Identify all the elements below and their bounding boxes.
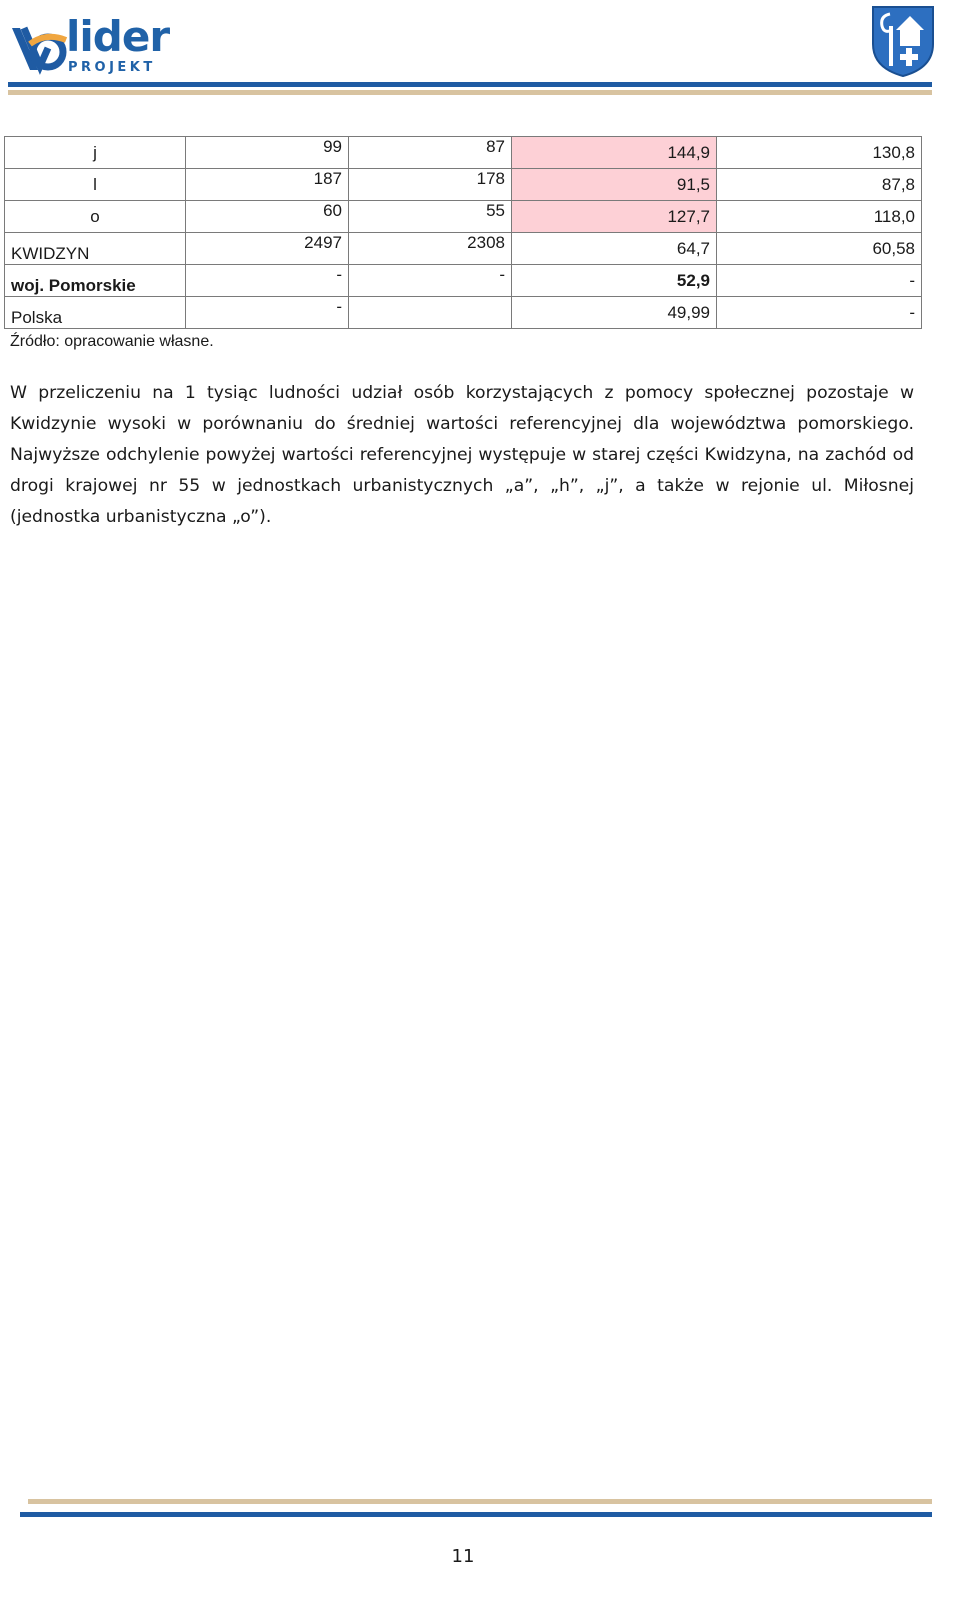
header-rule-blue (8, 82, 932, 87)
value-cell: 60 (186, 201, 349, 233)
page-number: 11 (451, 1546, 475, 1567)
highlighted-value-cell: 127,7 (512, 201, 717, 233)
value-cell: 2308 (349, 233, 512, 265)
value-cell: 64,7 (512, 233, 717, 265)
row-name-cell: o (5, 201, 186, 233)
footer-rule-blue (20, 1512, 932, 1517)
value-cell: - (186, 265, 349, 297)
value-cell: - (717, 265, 922, 297)
row-name-cell: l (5, 169, 186, 201)
table-row (5, 265, 922, 297)
value-cell: 60,58 (717, 233, 922, 265)
table-row (5, 297, 922, 329)
lider-projekt-logo (8, 12, 186, 80)
value-cell: 130,8 (717, 137, 922, 169)
value-cell: 2497 (186, 233, 349, 265)
value-cell: - (186, 297, 349, 329)
table-row (5, 169, 922, 201)
value-cell: 87,8 (717, 169, 922, 201)
value-cell (349, 297, 512, 329)
row-name-cell: Polska (5, 297, 186, 329)
logo-wordmark: lider (66, 12, 170, 61)
logo-mark-icon (8, 18, 68, 80)
source-note: Źródło: opracowanie własne. (10, 333, 214, 350)
value-cell: - (717, 297, 922, 329)
logo-subtext: PROJEKT (68, 60, 156, 75)
highlighted-value-cell: 144,9 (512, 137, 717, 169)
body-paragraph: W przeliczeniu na 1 tysiąc ludności udział osób korzystających z pomocy społecznej pozostaje w Kwidzynie wysoki w porównaniu do średniej wartości referencyjnej dla województwa pomorskiego. Najwyższe odchylenie powyżej wartości referencyjnej występuje w starej części Kwidzyna, na zachód od drogi krajowej nr 55 w jednostkach urbanistycznych „a”, „h”, „j”, a także w rejonie ul. Miłosnej (jednostka urbanistyczna „o”). (10, 383, 914, 527)
value-cell: - (349, 265, 512, 297)
value-cell: 87 (349, 137, 512, 169)
row-name-cell: KWIDZYN (5, 233, 186, 265)
header-rule-tan (8, 90, 932, 95)
footer-rule-tan (28, 1499, 932, 1504)
table-row (5, 137, 922, 169)
value-cell: 49,99 (512, 297, 717, 329)
value-cell: 52,9 (512, 265, 717, 297)
value-cell: 118,0 (717, 201, 922, 233)
value-cell: 99 (186, 137, 349, 169)
kwidzyn-coat-of-arms-icon (870, 4, 936, 78)
row-name-cell: j (5, 137, 186, 169)
value-cell: 55 (349, 201, 512, 233)
social-assistance-table (4, 136, 922, 329)
row-name-cell: woj. Pomorskie (5, 265, 186, 297)
table-row (5, 233, 922, 265)
value-cell: 187 (186, 169, 349, 201)
highlighted-value-cell: 91,5 (512, 169, 717, 201)
value-cell: 178 (349, 169, 512, 201)
table-row (5, 201, 922, 233)
